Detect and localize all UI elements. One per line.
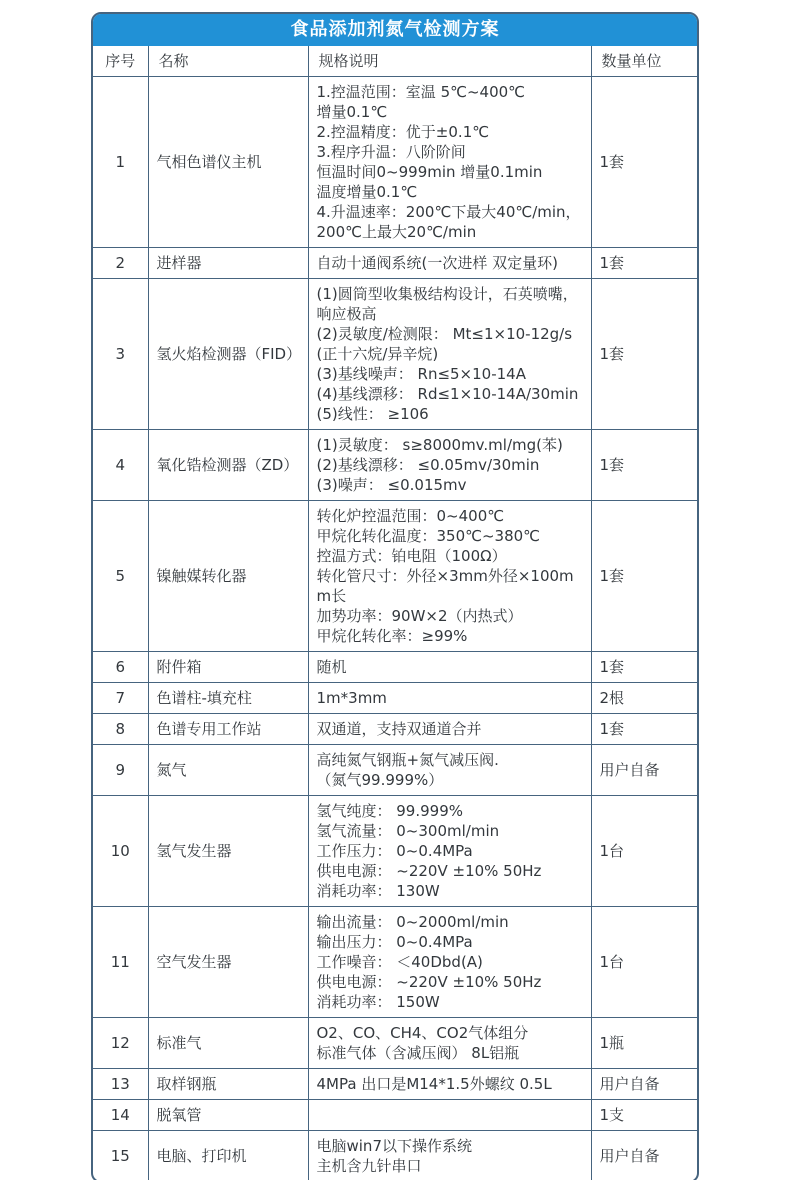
spec-cell <box>308 713 591 744</box>
spec-line: 消耗功率： 150W <box>316 992 440 1011</box>
spec-line: 氢气纯度： 99.999% <box>316 801 464 820</box>
spec-table-panel <box>91 12 699 1180</box>
spec-line: 随机 <box>316 657 347 676</box>
row-number-cell: 5 <box>93 500 148 651</box>
header-cell-spec: 规格说明 <box>308 46 591 76</box>
spec-cell <box>308 682 591 713</box>
table-row <box>93 500 699 651</box>
spec-line: 供电电源： ~220V ±10% 50Hz <box>316 972 542 991</box>
spec-line: (1)圆筒型收集极结构设计，石英喷嘴， <box>316 284 578 303</box>
item-name-cell: 标准气 <box>148 1017 308 1068</box>
page-title: 食品添加剂氮气检测方案 <box>93 14 697 46</box>
item-name-cell: 附件箱 <box>148 651 308 682</box>
spec-line: O2、CO、CH4、CO2气体组分 <box>316 1023 529 1042</box>
spec-line: (2)基线漂移： ≤0.05mv/30min <box>316 455 540 474</box>
row-number-cell: 1 <box>93 76 148 247</box>
spec-line: 工作压力： 0~0.4MPa <box>316 841 473 860</box>
spec-line: (5)线性： ≥106 <box>316 404 429 423</box>
item-name-cell: 氮气 <box>148 744 308 795</box>
spec-cell <box>308 744 591 795</box>
spec-line: 4.升温速率：200℃下最大40℃/min， <box>316 202 581 221</box>
table-row <box>93 906 699 1017</box>
row-number-cell: 11 <box>93 906 148 1017</box>
qty-cell: 1套 <box>591 713 699 744</box>
qty-cell: 1套 <box>591 651 699 682</box>
table-row <box>93 744 699 795</box>
qty-cell: 用户自备 <box>591 1130 699 1180</box>
row-number-cell: 12 <box>93 1017 148 1068</box>
spec-line: 转化管尺寸：外径×3mm外径×100mm长 <box>316 566 574 605</box>
header-cell-no: 序号 <box>93 46 148 76</box>
spec-line: 输出压力： 0~0.4MPa <box>316 932 473 951</box>
row-number-cell: 13 <box>93 1068 148 1099</box>
qty-cell: 1台 <box>591 795 699 906</box>
table-row <box>93 76 699 247</box>
table-row <box>93 1068 699 1099</box>
item-name-cell: 色谱柱-填充柱 <box>148 682 308 713</box>
row-number-cell: 6 <box>93 651 148 682</box>
spec-cell <box>308 795 591 906</box>
spec-line: 恒温时间0~999min 增量0.1min <box>316 162 543 181</box>
spec-line: 温度增量0.1℃ <box>316 182 418 201</box>
spec-cell <box>308 500 591 651</box>
spec-line: 控温方式：铂电阻（100Ω） <box>316 546 507 565</box>
row-number-cell: 14 <box>93 1099 148 1130</box>
item-name-cell: 镍触媒转化器 <box>148 500 308 651</box>
header-cell-name: 名称 <box>148 46 308 76</box>
qty-cell: 1套 <box>591 247 699 278</box>
row-number-cell: 15 <box>93 1130 148 1180</box>
spec-line: 氢气流量： 0~300ml/min <box>316 821 500 840</box>
spec-line: 2.控温精度：优于±0.1℃ <box>316 122 490 141</box>
table-row <box>93 247 699 278</box>
spec-line: 甲烷化转化温度：350℃~380℃ <box>316 526 541 545</box>
row-number-cell: 10 <box>93 795 148 906</box>
spec-line: 双通道，支持双通道合并 <box>316 719 482 738</box>
row-number-cell: 7 <box>93 682 148 713</box>
spec-cell <box>308 1130 591 1180</box>
spec-line: (2)灵敏度/检测限： Mt≤1×10-12g/s <box>316 324 573 343</box>
qty-cell: 1套 <box>591 278 699 429</box>
qty-cell: 1套 <box>591 76 699 247</box>
spec-line: (4)基线漂移： Rd≤1×10-14A/30min <box>316 384 579 403</box>
spec-line: 主机含九针串口 <box>316 1156 422 1175</box>
item-name-cell: 取样钢瓶 <box>148 1068 308 1099</box>
spec-cell <box>308 906 591 1017</box>
item-name-cell: 进样器 <box>148 247 308 278</box>
item-name-cell: 色谱专用工作站 <box>148 713 308 744</box>
item-name-cell: 电脑、打印机 <box>148 1130 308 1180</box>
spec-line: 甲烷化转化率：≥99% <box>316 626 468 645</box>
spec-line: 电脑win7以下操作系统 <box>316 1136 472 1155</box>
row-number-cell: 3 <box>93 278 148 429</box>
qty-cell: 1台 <box>591 906 699 1017</box>
spec-line: (3)基线噪声： Rn≤5×10-14A <box>316 364 526 383</box>
qty-cell: 1支 <box>591 1099 699 1130</box>
item-name-cell: 气相色谱仪主机 <box>148 76 308 247</box>
spec-line: (3)噪声： ≤0.015mv <box>316 475 467 494</box>
qty-cell: 用户自备 <box>591 744 699 795</box>
item-name-cell: 脱氧管 <box>148 1099 308 1130</box>
spec-line: (1)灵敏度： s≥8000mv.ml/mg(苯) <box>316 435 563 454</box>
item-name-cell: 氢火焰检测器（FID） <box>148 278 308 429</box>
spec-line: 转化炉控温范围：0~400℃ <box>316 506 505 525</box>
spec-cell <box>308 247 591 278</box>
row-number-cell: 4 <box>93 429 148 500</box>
table-row <box>93 429 699 500</box>
header-cell-qty: 数量单位 <box>591 46 699 76</box>
spec-line: 1m*3mm <box>316 688 387 707</box>
row-number-cell: 9 <box>93 744 148 795</box>
table-row <box>93 1017 699 1068</box>
spec-cell <box>308 1017 591 1068</box>
spec-line: 响应极高 <box>316 304 377 323</box>
qty-cell: 1套 <box>591 429 699 500</box>
spec-cell <box>308 429 591 500</box>
table-row <box>93 278 699 429</box>
item-name-cell: 空气发生器 <box>148 906 308 1017</box>
row-number-cell: 8 <box>93 713 148 744</box>
table-row <box>93 795 699 906</box>
header-row <box>93 46 699 76</box>
spec-line: 自动十通阀系统(一次进样 双定量环) <box>316 253 558 272</box>
spec-line: 供电电源： ~220V ±10% 50Hz <box>316 861 542 880</box>
qty-cell: 2根 <box>591 682 699 713</box>
spec-line: 200℃上最大20℃/min <box>316 222 477 241</box>
spec-line: 工作噪音： ＜40Dbd(A) <box>316 952 483 971</box>
table-row <box>93 682 699 713</box>
table-row <box>93 1099 699 1130</box>
spec-line: 输出流量： 0~2000ml/min <box>316 912 509 931</box>
table-row <box>93 1130 699 1180</box>
spec-line: 3.程序升温：八阶阶间 <box>316 142 466 161</box>
spec-cell <box>308 278 591 429</box>
spec-line: 增量0.1℃ <box>316 102 388 121</box>
spec-cell <box>308 76 591 247</box>
spec-line: （氮气99.999%） <box>316 770 444 789</box>
spec-line: 1.控温范围：室温 5℃~400℃ <box>316 82 526 101</box>
item-name-cell: 氢气发生器 <box>148 795 308 906</box>
spec-cell <box>308 1099 591 1130</box>
spec-line: 消耗功率： 130W <box>316 881 440 900</box>
spec-line: (正十六烷/异辛烷) <box>316 344 439 363</box>
spec-cell <box>308 651 591 682</box>
table-row <box>93 651 699 682</box>
qty-cell: 1套 <box>591 500 699 651</box>
spec-line: 4MPa 出口是M14*1.5外螺纹 0.5L <box>316 1074 552 1093</box>
spec-line: 高纯氮气钢瓶+氮气减压阀. <box>316 750 499 769</box>
row-number-cell: 2 <box>93 247 148 278</box>
spec-table <box>93 46 699 1180</box>
qty-cell: 1瓶 <box>591 1017 699 1068</box>
table-row <box>93 713 699 744</box>
spec-line: 标准气体（含减压阀） 8L铝瓶 <box>316 1043 520 1062</box>
qty-cell: 用户自备 <box>591 1068 699 1099</box>
item-name-cell: 氧化锆检测器（ZD） <box>148 429 308 500</box>
spec-cell <box>308 1068 591 1099</box>
spec-line: 加势功率：90W×2（内热式） <box>316 606 523 625</box>
